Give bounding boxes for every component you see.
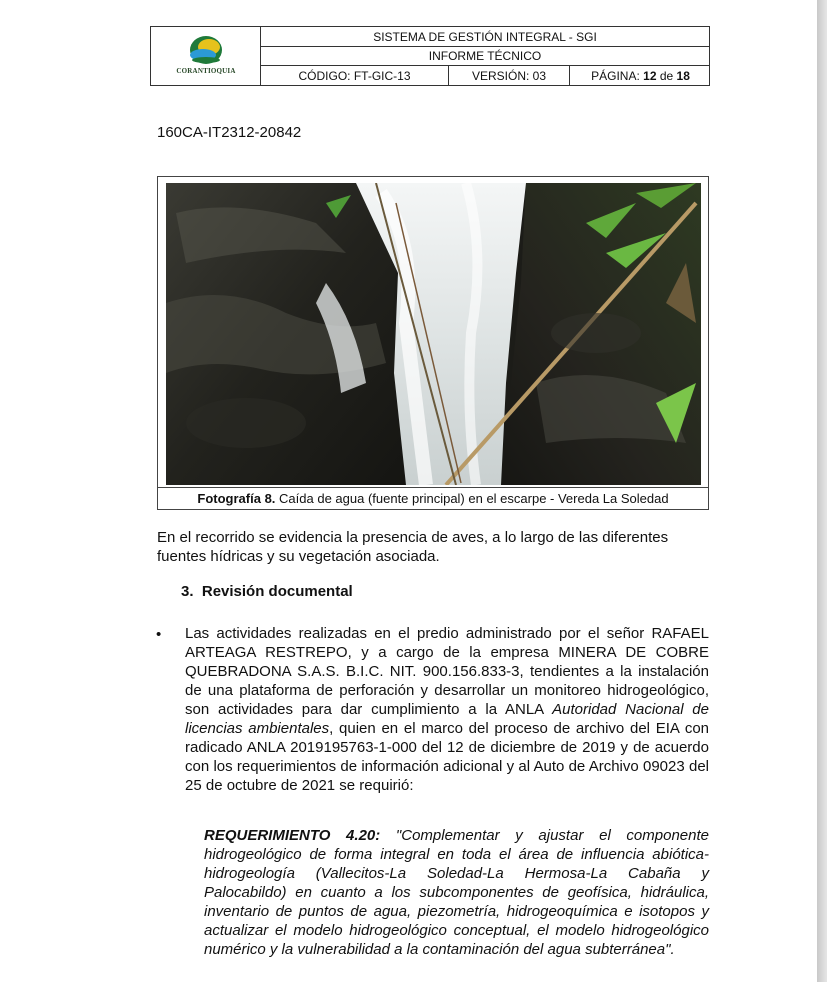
bullet-paragraph (185, 624, 709, 795)
header-version: VERSIÓN: 03 (449, 66, 570, 85)
section-heading (181, 583, 353, 600)
document-header-table (150, 26, 710, 86)
header-meta-row (261, 66, 709, 85)
requirement-quote (204, 826, 709, 959)
page-label: PÁGINA: (591, 69, 644, 83)
document-id: 160CA-IT2312-20842 (157, 124, 302, 141)
photo-figure (157, 176, 709, 510)
page-of: de (656, 69, 677, 83)
section-number: 3. (181, 583, 194, 600)
bullet-marker: • (156, 626, 162, 643)
caption-label: Fotografía 8. (197, 491, 276, 506)
requirement-label: REQUERIMIENTO 4.20: (204, 827, 381, 844)
section-title: Revisión documental (201, 583, 353, 600)
header-page (570, 66, 711, 85)
photo-caption (158, 487, 708, 510)
corantioquia-logo-icon (183, 34, 229, 66)
page-number: 12 (643, 69, 657, 83)
header-system: SISTEMA DE GESTIÓN INTEGRAL - SGI (261, 27, 709, 47)
logo-cell (151, 27, 261, 85)
header-report-type: INFORME TÉCNICO (261, 47, 709, 66)
requirement-text: "Complementar y ajustar el componente hidrogeológico de forma integral en toda el área de influencia abiótica-hidrogeología (Vallecitos-La Soledad-La Hermosa-La Cabaña y Palocabildo) en cuanto a los subcomponentes de geofísica, hidráulica, inventario de puntos de agua, piezometría, hidrogeoquímica e isotopos y actualizar el modelo hidrogeológico conceptual, el modelo hidrogeológico numérico y la vulnerabilidad a la contaminación del agua subterránea". (204, 827, 709, 958)
bullet-text-part2: , quien en el marco del proceso de archivo del EIA con radicado ANLA 2019195763-1-000 del 12 de diciembre de 2019 y de acuerdo con los requerimientos de información adicional y al Auto de Archivo 09023 del 25 de octubre de 2021 se requirió: (185, 720, 710, 794)
bullet-text-part1: Las actividades realizadas en el predio administrado por el señor RAFAEL ARTEAGA RESTREPO, y a cargo de la empresa MINERA DE COBRE QUEBRADONA S.A.S. B.I.C. NIT. 900.156.833-3, tendientes a la instalación de una plataforma de perforación y desarrollar un monitoreo hidrogeológico, son actividades para dar cumplimiento a la ANLA (185, 625, 709, 718)
body-paragraph: En el recorrido se evidencia la presencia de aves, a lo largo de las diferentes fuentes hídricas y su vegetación asociada. (157, 529, 669, 565)
waterfall-photo (166, 183, 701, 485)
header-code: CÓDIGO: FT-GIC-13 (261, 66, 449, 85)
page-total: 18 (676, 69, 690, 83)
logo-text: CORANTIOQUIA (176, 67, 236, 75)
caption-text: Caída de agua (fuente principal) en el escarpe - Vereda La Soledad (275, 491, 669, 506)
page-edge (817, 0, 827, 982)
bullet-text-italic: Autoridad Nacional de licencias ambientales (185, 701, 709, 737)
